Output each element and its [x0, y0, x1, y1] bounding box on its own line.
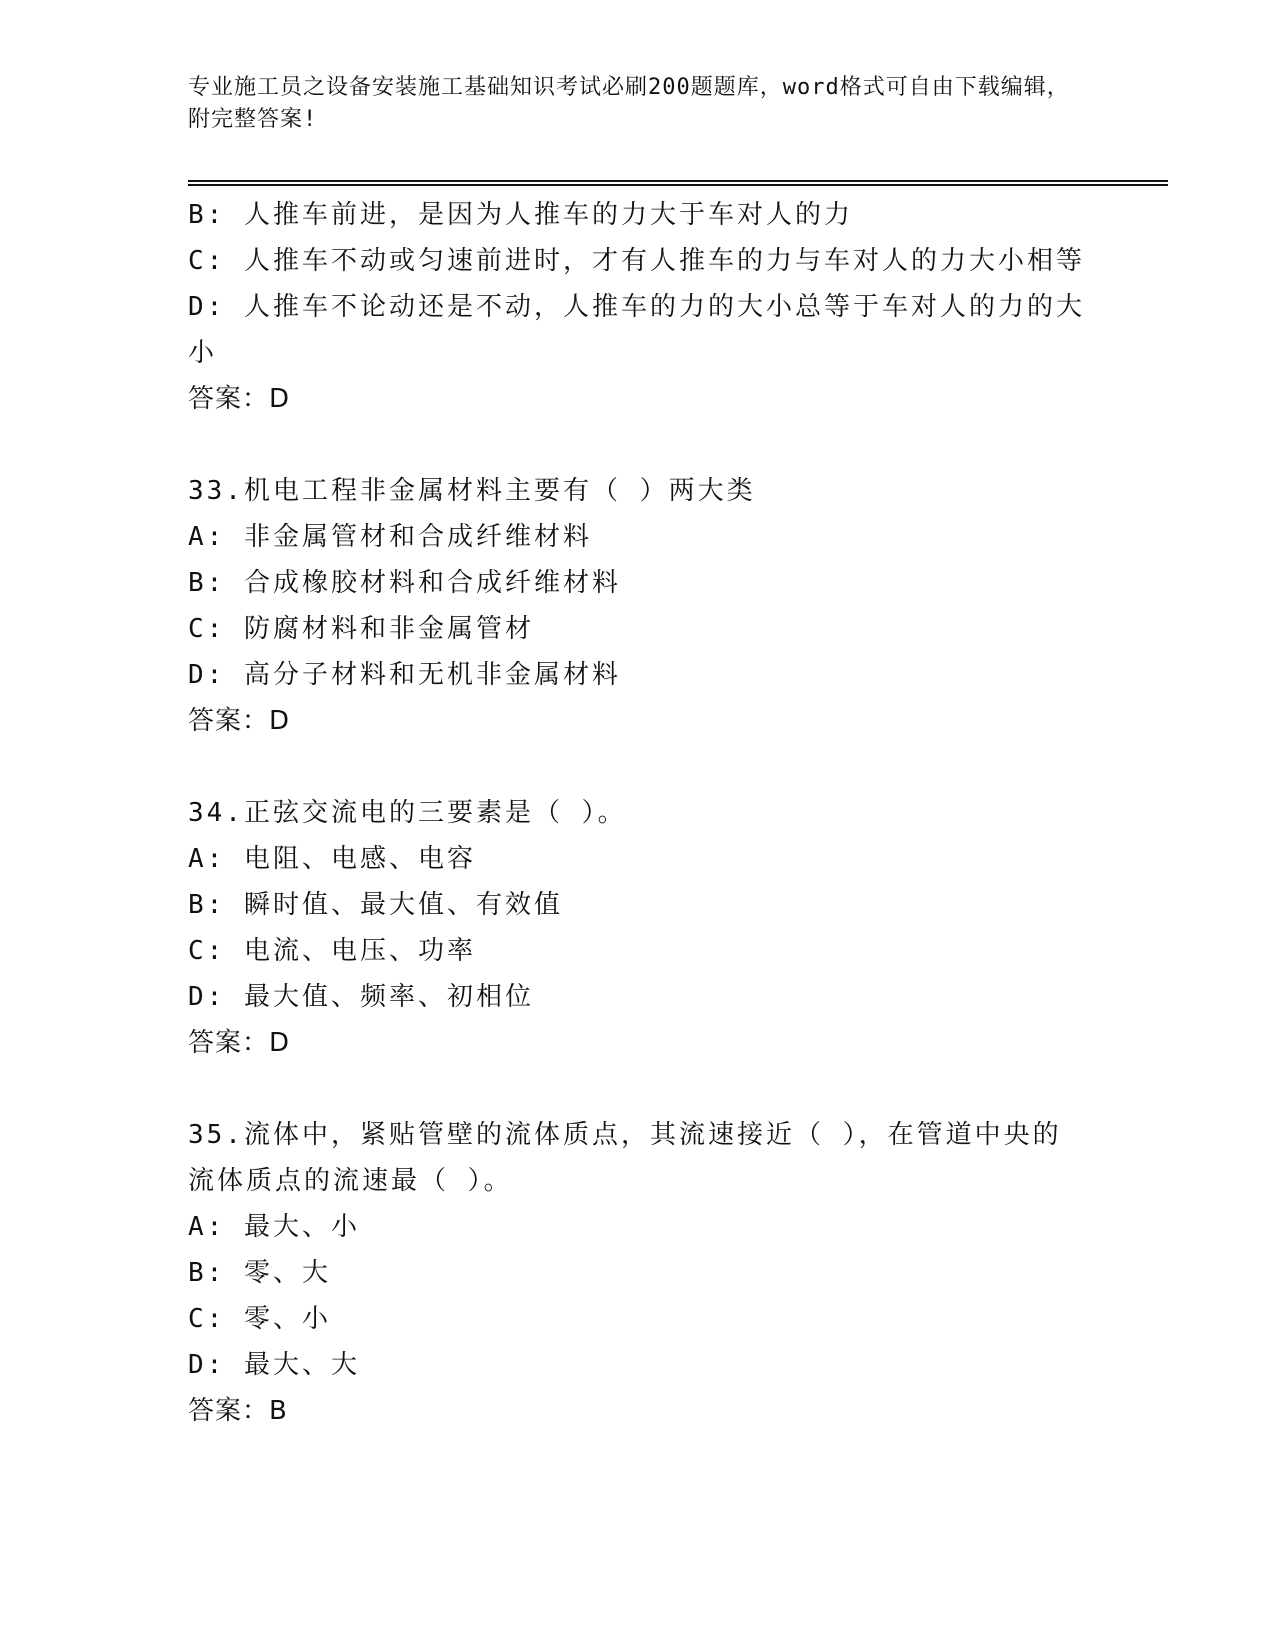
q33-option-c: C: 防腐材料和非金属管材: [188, 614, 534, 644]
question-33: [188, 468, 1088, 744]
spacer: [188, 422, 1088, 468]
q35-option-a: A: 最大、小: [188, 1212, 360, 1242]
q35-option-d: D: 最大、大: [188, 1350, 360, 1380]
q34-option-a: A: 电阻、电感、电容: [188, 844, 476, 874]
q35-option-b: B: 零、大: [188, 1258, 331, 1288]
q34-answer: 答案：D: [188, 1028, 291, 1058]
question-list: [188, 192, 1088, 1434]
q35-question: 35.流体中，紧贴管壁的流体质点，其流速接近（ ），在管道中央的流体质点的流速最（ ）。: [188, 1120, 1062, 1196]
header-divider-bottom: [188, 184, 1168, 186]
header-divider-top: [188, 180, 1168, 182]
document-header-title: 专业施工员之设备安装施工基础知识考试必刷200题题库，word格式可自由下载编辑，附完整答案!: [188, 75, 1070, 132]
q33-option-a: A: 非金属管材和合成纤维材料: [188, 522, 592, 552]
q34-option-b: B: 瞬时值、最大值、有效值: [188, 890, 563, 920]
question-32: [188, 192, 1088, 422]
q32-option-c: C: 人推车不动或匀速前进时，才有人推车的力与车对人的力大小相等: [188, 246, 1085, 276]
q34-option-c: C: 电流、电压、功率: [188, 936, 476, 966]
q32-answer: 答案：D: [188, 384, 291, 414]
q33-answer: 答案：D: [188, 706, 291, 736]
q35-option-c: C: 零、小: [188, 1304, 331, 1334]
q32-option-d: D: 人推车不论动还是不动，人推车的力的大小总等于车对人的力的大小: [188, 292, 1085, 368]
q35-answer: 答案：B: [188, 1396, 288, 1426]
question-34: [188, 790, 1088, 1066]
q33-option-d: D: 高分子材料和无机非金属材料: [188, 660, 621, 690]
q33-question: 33.机电工程非金属材料主要有（ ）两大类: [188, 476, 756, 506]
q34-option-d: D: 最大值、频率、初相位: [188, 982, 534, 1012]
q33-option-b: B: 合成橡胶材料和合成纤维材料: [188, 568, 621, 598]
question-35: [188, 1112, 1088, 1434]
q34-question: 34.正弦交流电的三要素是（ ）。: [188, 798, 627, 828]
spacer: [188, 1066, 1088, 1112]
spacer: [188, 744, 1088, 790]
q32-option-b: B: 人推车前进，是因为人推车的力大于车对人的力: [188, 200, 853, 230]
